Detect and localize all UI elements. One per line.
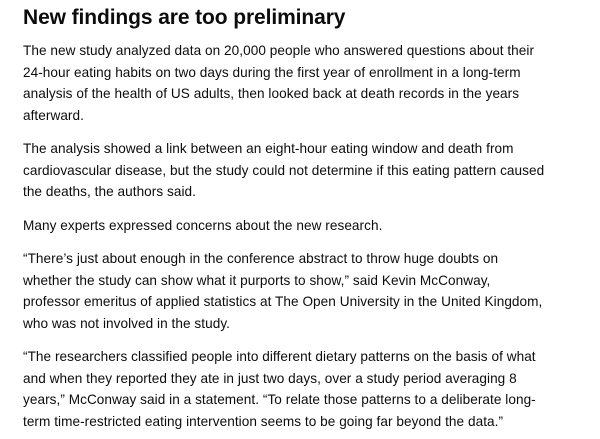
paragraph-line: years,” McConway said in a statement. “To relate those patterns to a deliberate long-: [23, 392, 536, 407]
paragraph-line: The new study analyzed data on 20,000 people who answered questions about their: [23, 43, 535, 58]
paragraph-line: “There’s just about enough in the conference abstract to throw huge doubts on: [23, 251, 499, 266]
paragraph-line: analysis of the health of US adults, then looked back at death records in the years: [23, 86, 520, 101]
paragraph-line: the deaths, the authors said.: [23, 184, 196, 199]
paragraph-line: cardiovascular disease, but the study could not determine if this eating pattern caused: [23, 162, 545, 178]
paragraph-line: The analysis showed a link between an eight-hour eating window and death from: [23, 141, 514, 156]
paragraph-mcconway-statement: [23, 346, 600, 432]
paragraph-line: whether the study can show what it purports to show,” said Kevin McConway,: [23, 272, 491, 288]
paragraph-line: who was not involved in the study.: [23, 315, 230, 331]
paragraph-line: Many experts expressed concerns about the new research.: [23, 217, 383, 233]
paragraph-mcconway-quote: [23, 248, 600, 334]
paragraph-study-data: [23, 40, 600, 126]
paragraph-expert-concerns: [23, 215, 600, 237]
paragraph-line: and when they reported they ate in just two days, over a study period averaging 8: [23, 370, 517, 386]
paragraph-analysis-link: [23, 138, 600, 203]
section-heading: New findings are too preliminary: [23, 6, 346, 29]
paragraph-line: “The researchers classified people into different dietary patterns on the basis of what: [23, 349, 536, 364]
paragraph-line: afterward.: [23, 107, 84, 123]
paragraph-line: 24-hour eating habits on two days during the first year of enrollment in a long-term: [23, 64, 521, 80]
paragraph-line: term time-restricted eating intervention seems to be going far beyond the data.”: [23, 413, 504, 429]
paragraph-line: professor emeritus of applied statistics at The Open University in the United Kingdom,: [23, 294, 543, 309]
